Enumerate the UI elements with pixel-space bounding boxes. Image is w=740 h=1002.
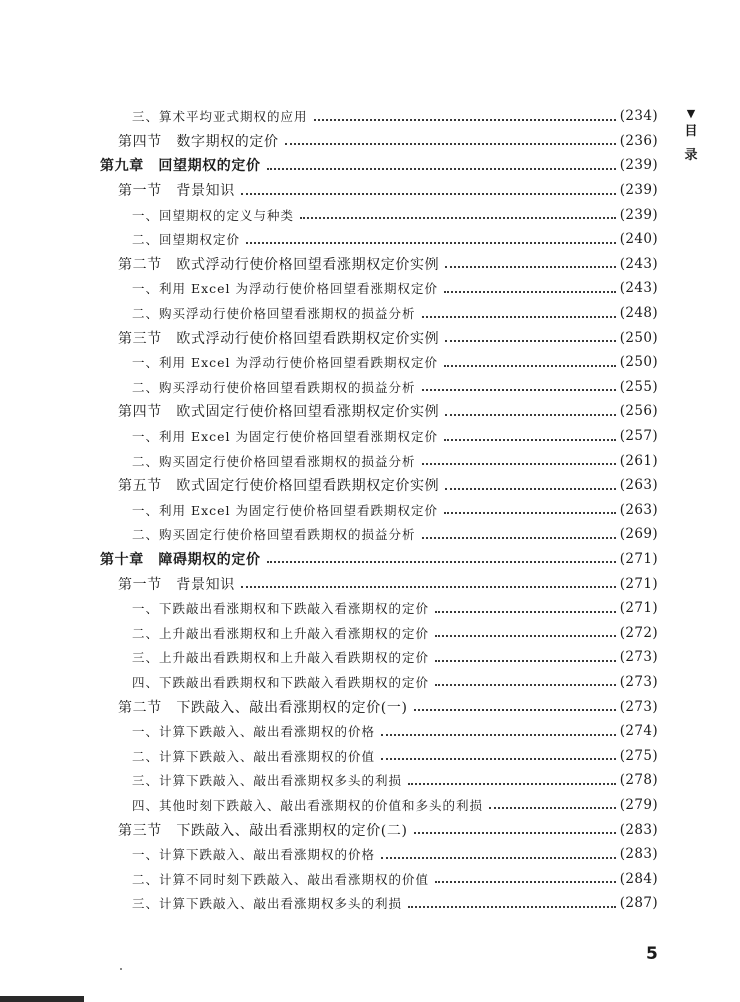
toc-entry-title: 第二节 下跌敲入、敲出看涨期权的定价(一) bbox=[118, 699, 408, 716]
toc-entry-sub[interactable] bbox=[100, 350, 658, 375]
toc-entry-page: (257) bbox=[619, 428, 658, 445]
dot-leader bbox=[422, 462, 616, 465]
toc-entry-title: 第五节 欧式固定行使价格回望看跌期权定价实例 bbox=[118, 478, 440, 495]
toc-entry-sub[interactable] bbox=[100, 793, 658, 818]
toc-entry-page: (250) bbox=[619, 329, 658, 346]
toc-entry-sub[interactable] bbox=[100, 842, 658, 867]
toc-entry-sub[interactable] bbox=[100, 670, 658, 695]
toc-entry-page: (236) bbox=[619, 132, 658, 149]
toc-entry-sub[interactable] bbox=[100, 596, 658, 621]
toc-entry-sub[interactable] bbox=[100, 448, 658, 473]
toc-entry-page: (250) bbox=[619, 354, 658, 371]
toc-entry-sub[interactable] bbox=[100, 743, 658, 768]
table-of-contents bbox=[100, 104, 658, 916]
page-number: 5 bbox=[646, 944, 658, 964]
toc-entry-sub[interactable] bbox=[100, 866, 658, 891]
toc-entry-page: (269) bbox=[619, 526, 658, 543]
toc-entry-sub[interactable] bbox=[100, 202, 658, 227]
toc-entry-section[interactable] bbox=[100, 694, 658, 719]
dot-leader bbox=[435, 610, 616, 613]
side-tab-char-1: 目 bbox=[684, 124, 698, 139]
toc-entry-sub[interactable] bbox=[100, 276, 658, 301]
toc-entry-page: (279) bbox=[619, 796, 658, 813]
toc-entry-page: (256) bbox=[619, 403, 658, 420]
dot-leader bbox=[435, 683, 616, 686]
toc-entry-title: 一、下跌敲出看涨期权和下跌敲入看涨期权的定价 bbox=[132, 601, 430, 617]
toc-entry-title: 一、利用 Excel 为固定行使价格回望看涨期权定价 bbox=[132, 429, 439, 445]
toc-entry-sub[interactable] bbox=[100, 522, 658, 547]
toc-entry-title: 第十章 障碍期权的定价 bbox=[100, 551, 261, 568]
toc-entry-page: (248) bbox=[619, 305, 658, 322]
dot-leader bbox=[422, 315, 616, 318]
toc-entry-title: 一、计算下跌敲入、敲出看涨期权的价格 bbox=[132, 724, 376, 740]
toc-entry-title: 三、计算下跌敲入、敲出看涨期权多头的利损 bbox=[132, 773, 403, 789]
dot-leader bbox=[444, 438, 616, 441]
toc-entry-title: 第四节 欧式固定行使价格回望看涨期权定价实例 bbox=[118, 404, 440, 421]
toc-entry-sub[interactable] bbox=[100, 620, 658, 645]
toc-entry-title: 三、计算下跌敲入、敲出看涨期权多头的利损 bbox=[132, 896, 403, 912]
toc-entry-title: 三、算术平均亚式期权的应用 bbox=[132, 109, 308, 125]
toc-entry-section[interactable] bbox=[100, 571, 658, 596]
toc-entry-section[interactable] bbox=[100, 473, 658, 498]
toc-entry-page: (239) bbox=[619, 157, 658, 174]
dot-leader bbox=[408, 782, 616, 785]
toc-entry-title: 第三节 下跌敲入、敲出看涨期权的定价(二) bbox=[118, 822, 408, 839]
toc-entry-page: (243) bbox=[619, 255, 658, 272]
dot-leader bbox=[241, 192, 616, 195]
dot-leader bbox=[414, 708, 616, 711]
toc-entry-section[interactable] bbox=[100, 129, 658, 154]
contents-side-tab bbox=[681, 108, 701, 168]
dot-leader bbox=[422, 388, 616, 391]
toc-entry-page: (275) bbox=[619, 747, 658, 764]
toc-entry-title: 二、回望期权定价 bbox=[132, 232, 241, 248]
dot-leader bbox=[408, 905, 616, 908]
dot-leader bbox=[444, 364, 616, 367]
dot-leader bbox=[444, 511, 616, 514]
toc-entry-title: 一、利用 Excel 为浮动行使价格回望看涨期权定价 bbox=[132, 281, 439, 297]
toc-entry-page: (274) bbox=[619, 723, 658, 740]
toc-entry-page: (272) bbox=[619, 624, 658, 641]
toc-entry-page: (287) bbox=[619, 895, 658, 912]
toc-entry-page: (239) bbox=[619, 206, 658, 223]
toc-entry-title: 二、购买固定行使价格回望看跌期权的损益分析 bbox=[132, 527, 416, 543]
toc-entry-page: (240) bbox=[619, 231, 658, 248]
toc-entry-page: (273) bbox=[619, 698, 658, 715]
dot-leader bbox=[489, 806, 616, 809]
toc-entry-section[interactable] bbox=[100, 252, 658, 277]
toc-entry-chapter[interactable] bbox=[100, 547, 658, 572]
toc-entry-title: 四、下跌敲出看跌期权和下跌敲入看跌期权的定价 bbox=[132, 674, 430, 690]
toc-entry-page: (283) bbox=[619, 821, 658, 838]
toc-entry-page: (263) bbox=[619, 477, 658, 494]
dot-leader bbox=[267, 560, 616, 563]
toc-entry-page: (239) bbox=[619, 182, 658, 199]
triangle-down-icon: ▼ bbox=[686, 107, 696, 120]
dot-leader bbox=[445, 265, 615, 268]
dot-leader bbox=[285, 142, 616, 145]
toc-entry-title: 二、购买固定行使价格回望看涨期权的损益分析 bbox=[132, 453, 416, 469]
toc-entry-page: (271) bbox=[619, 600, 658, 617]
toc-entry-title: 二、计算下跌敲入、敲出看涨期权的价值 bbox=[132, 748, 376, 764]
toc-entry-sub[interactable] bbox=[100, 375, 658, 400]
toc-entry-page: (271) bbox=[619, 550, 658, 567]
dot-leader bbox=[267, 167, 616, 170]
toc-entry-page: (243) bbox=[619, 280, 658, 297]
toc-entry-page: (283) bbox=[619, 846, 658, 863]
dot-leader bbox=[445, 487, 615, 490]
dot-leader bbox=[246, 241, 616, 244]
toc-entry-title: 二、计算不同时刻下跌敲入、敲出看涨期权的价值 bbox=[132, 871, 430, 887]
dot-leader bbox=[314, 118, 616, 121]
toc-entry-section[interactable] bbox=[100, 178, 658, 203]
print-speck bbox=[120, 968, 122, 970]
toc-entry-page: (234) bbox=[619, 108, 658, 125]
toc-entry-page: (273) bbox=[619, 649, 658, 666]
toc-entry-section[interactable] bbox=[100, 325, 658, 350]
toc-entry-title: 一、回望期权的定义与种类 bbox=[132, 207, 295, 223]
toc-entry-title: 一、利用 Excel 为浮动行使价格回望看跌期权定价 bbox=[132, 355, 439, 371]
toc-entry-title: 第四节 数字期权的定价 bbox=[118, 133, 279, 150]
toc-entry-sub[interactable] bbox=[100, 498, 658, 523]
dot-leader bbox=[422, 536, 616, 539]
toc-entry-sub[interactable] bbox=[100, 424, 658, 449]
dot-leader bbox=[445, 413, 615, 416]
toc-entry-page: (261) bbox=[619, 452, 658, 469]
toc-entry-page: (284) bbox=[619, 870, 658, 887]
dot-leader bbox=[445, 339, 615, 342]
toc-entry-page: (278) bbox=[619, 772, 658, 789]
toc-entry-page: (271) bbox=[619, 575, 658, 592]
side-tab-char-2: 录 bbox=[684, 148, 698, 163]
dot-leader bbox=[435, 634, 616, 637]
dot-leader bbox=[241, 585, 616, 588]
dot-leader bbox=[435, 659, 616, 662]
toc-entry-page: (255) bbox=[619, 378, 658, 395]
dot-leader bbox=[444, 290, 616, 293]
toc-entry-title: 二、购买浮动行使价格回望看涨期权的损益分析 bbox=[132, 306, 416, 322]
dot-leader bbox=[381, 757, 616, 760]
toc-entry-sub[interactable] bbox=[100, 645, 658, 670]
toc-entry-title: 第二节 欧式浮动行使价格回望看涨期权定价实例 bbox=[118, 256, 440, 273]
toc-entry-sub[interactable] bbox=[100, 768, 658, 793]
dot-leader bbox=[435, 880, 616, 883]
toc-entry-title: 第三节 欧式浮动行使价格回望看跌期权定价实例 bbox=[118, 330, 440, 347]
toc-entry-title: 二、购买浮动行使价格回望看跌期权的损益分析 bbox=[132, 379, 416, 395]
toc-entry-section[interactable] bbox=[100, 817, 658, 842]
toc-entry-sub[interactable] bbox=[100, 719, 658, 744]
bottom-edge-mark bbox=[0, 996, 84, 1002]
toc-entry-title: 四、其他时刻下跌敲入、敲出看涨期权的价值和多头的利损 bbox=[132, 797, 484, 813]
toc-entry-title: 三、上升敲出看跌期权和上升敲入看跌期权的定价 bbox=[132, 650, 430, 666]
toc-entry-title: 第一节 背景知识 bbox=[118, 576, 235, 593]
dot-leader bbox=[381, 856, 616, 859]
dot-leader bbox=[381, 733, 616, 736]
toc-entry-sub[interactable] bbox=[100, 301, 658, 326]
toc-entry-title: 二、上升敲出看涨期权和上升敲入看涨期权的定价 bbox=[132, 625, 430, 641]
toc-entry-sub[interactable] bbox=[100, 104, 658, 129]
toc-entry-page: (263) bbox=[619, 501, 658, 518]
toc-entry-title: 第一节 背景知识 bbox=[118, 183, 235, 200]
toc-entry-page: (273) bbox=[619, 673, 658, 690]
dot-leader bbox=[300, 216, 616, 219]
toc-entry-section[interactable] bbox=[100, 399, 658, 424]
toc-entry-chapter[interactable] bbox=[100, 153, 658, 178]
toc-entry-sub[interactable] bbox=[100, 891, 658, 916]
toc-entry-title: 第九章 回望期权的定价 bbox=[100, 158, 261, 175]
toc-entry-sub[interactable] bbox=[100, 227, 658, 252]
toc-entry-title: 一、利用 Excel 为固定行使价格回望看跌期权定价 bbox=[132, 502, 439, 518]
toc-entry-title: 一、计算下跌敲入、敲出看涨期权的价格 bbox=[132, 847, 376, 863]
dot-leader bbox=[414, 831, 616, 834]
